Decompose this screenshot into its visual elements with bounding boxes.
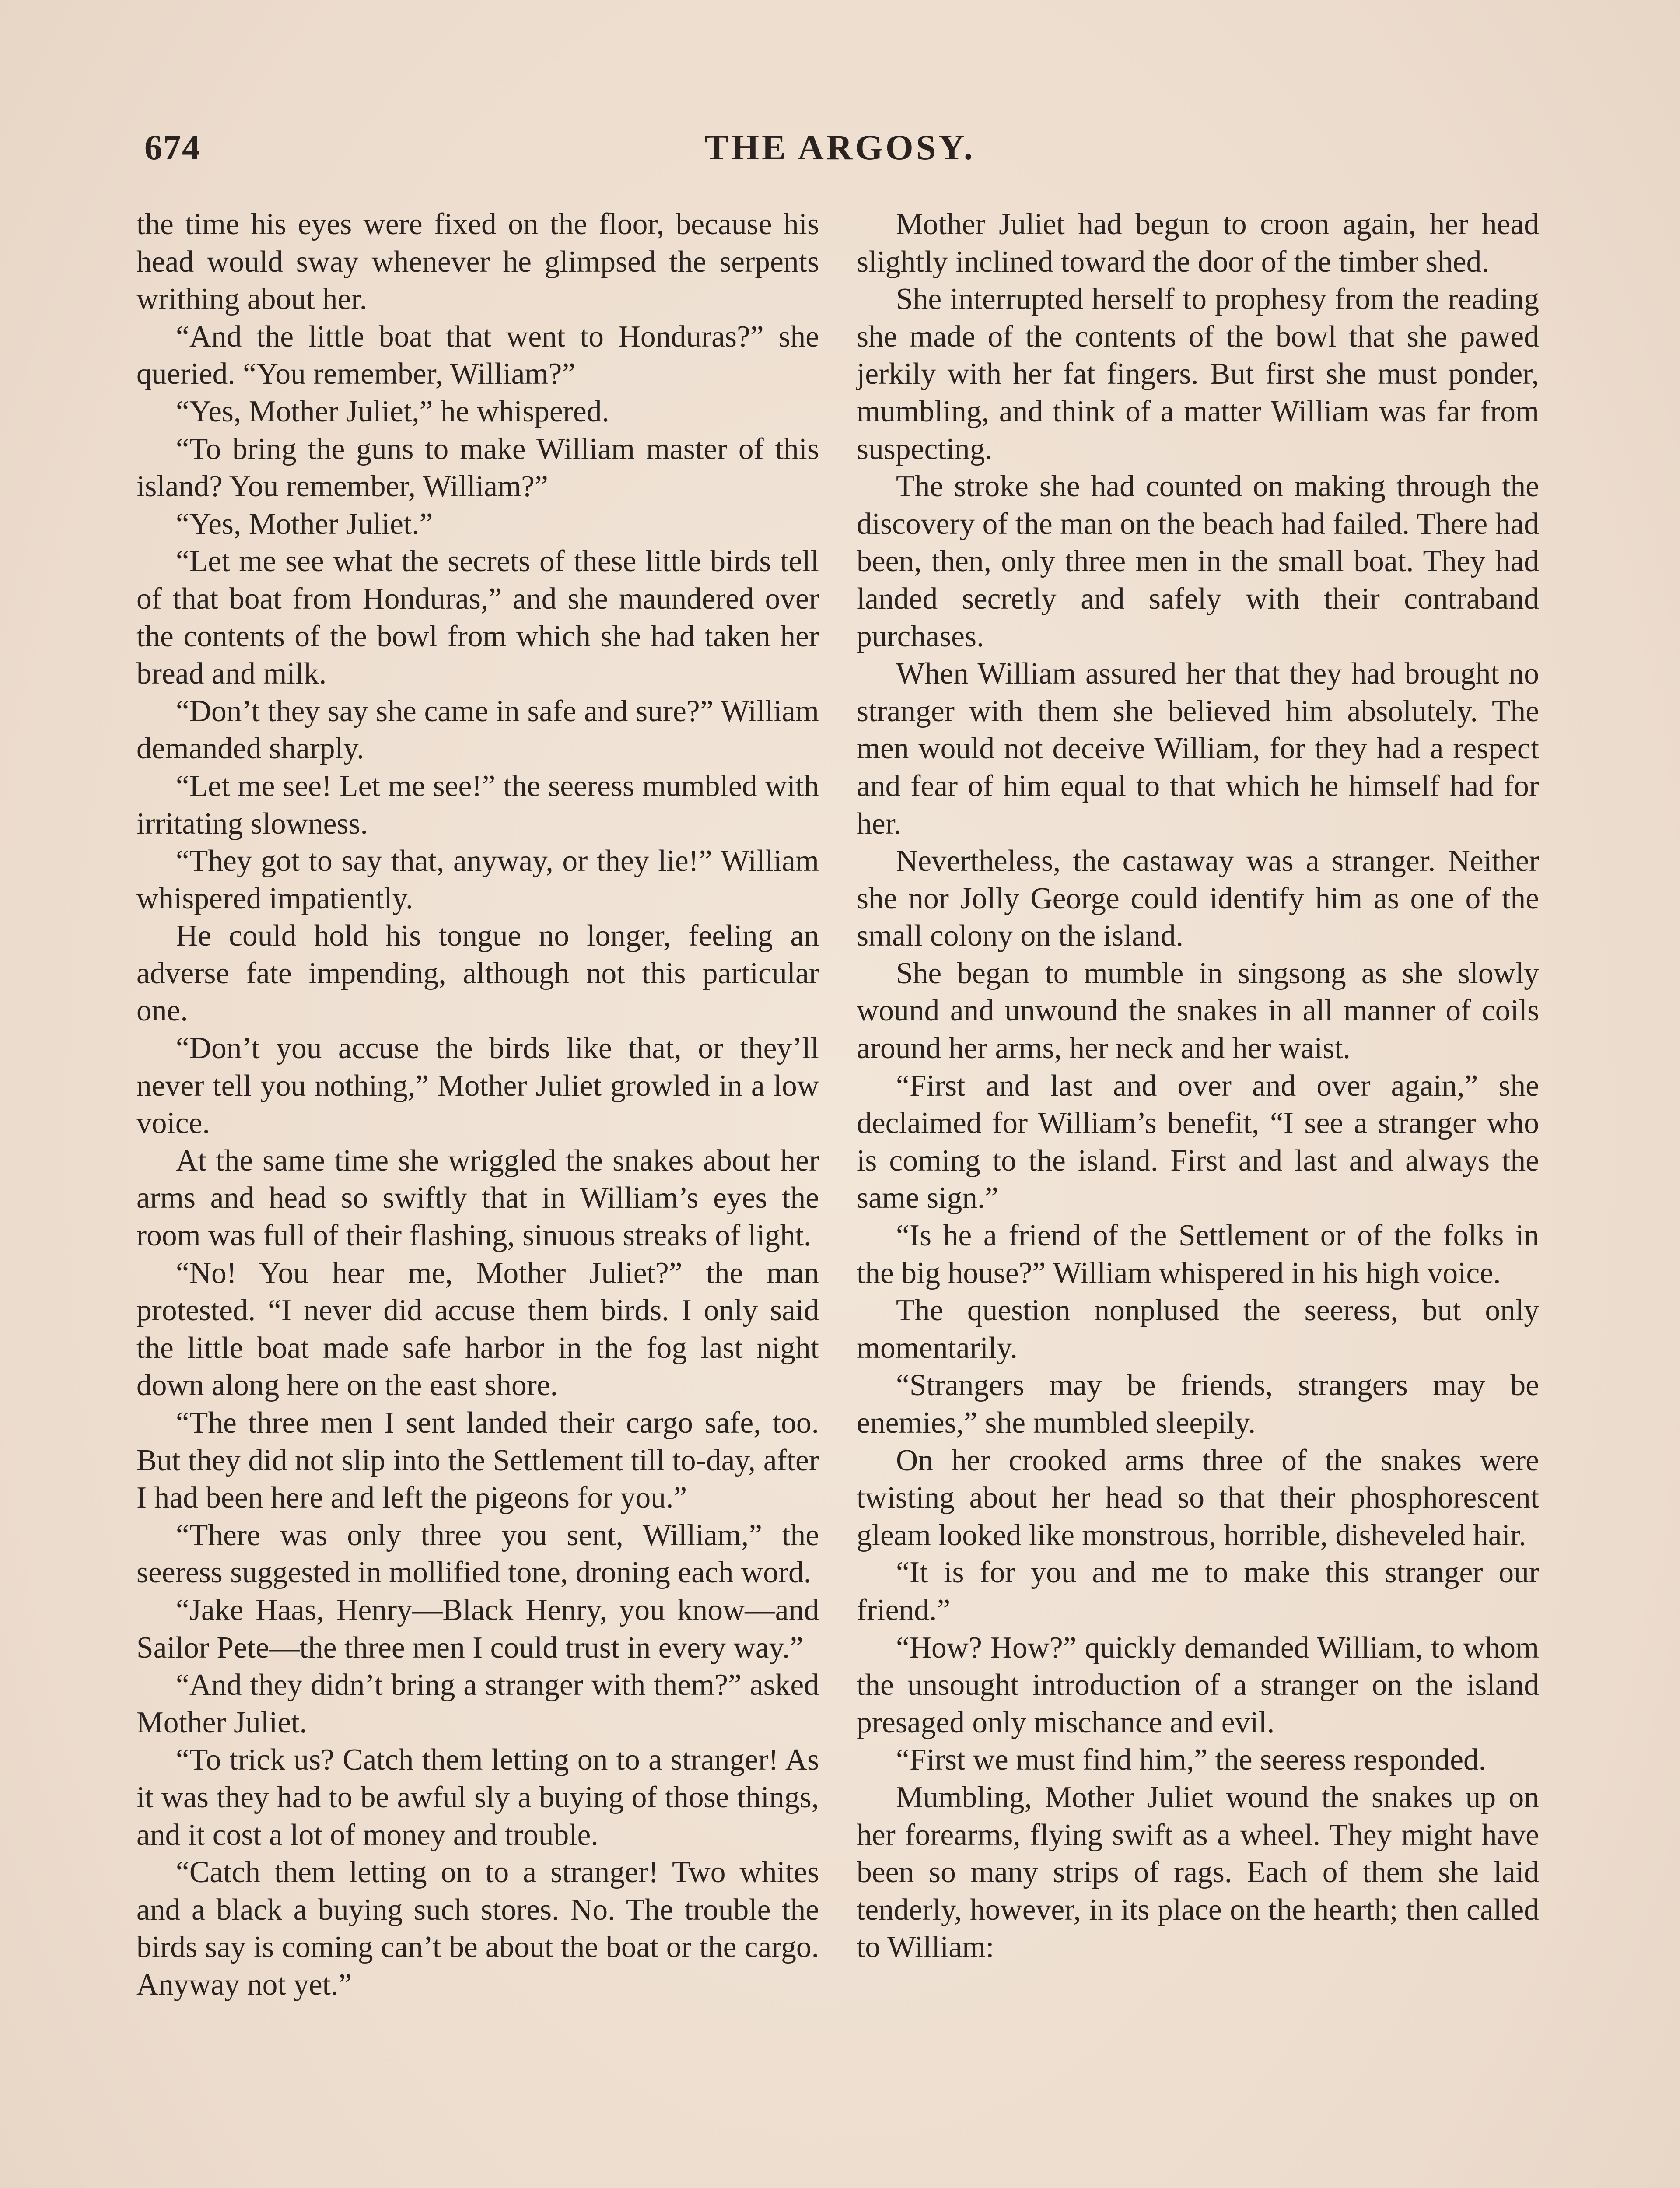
paragraph: The question nonplused the seeress, but only momentarily.	[857, 1294, 1539, 1365]
paragraph: At the same time she wriggled the snakes about her arms and head so swiftly that in William’s eyes the room was full of their flashing, sinuous streaks of light.	[136, 1143, 819, 1253]
page-number: 674	[144, 127, 201, 167]
page-header	[140, 127, 1540, 175]
paragraph: the time his eyes were fixed on the floor, because his head would sway whenever he glimpsed the serpents writhing about her.	[136, 207, 819, 316]
paragraph: “Let me see! Let me see!” the seeress mumbled with irritating slowness.	[136, 769, 819, 841]
paragraph: “Let me see what the secrets of these little birds tell of that boat from Honduras,” and she maundered over the contents of the bowl from which she had taken her bread and milk.	[136, 544, 819, 691]
paragraph: “First we must find him,” the seeress responded.	[896, 1743, 1487, 1777]
paragraph: “And the little boat that went to Honduras?” she queried. “You remember, William?”	[136, 319, 819, 391]
paragraph: On her crooked arms three of the snakes were twisting about her head so that their phosphorescent gleam looked like monstrous, horrible, disheveled hair.	[857, 1443, 1539, 1552]
paragraph: “No! You hear me, Mother Juliet?” the man protested. “I never did accuse them birds. I only said the little boat made safe harbor in the fog last night down along here on the east shore.	[136, 1256, 819, 1403]
paragraph: Mumbling, Mother Juliet wound the snakes up on her forearms, flying swift as a wheel. They might have been so many strips of rags. Each of them she laid tenderly, however, in its place on the hearth; then called to William:	[857, 1780, 1539, 1964]
paragraph: “Don’t you accuse the birds like that, or they’ll never tell you nothing,” Mother Juliet growled in a low voice.	[136, 1031, 819, 1140]
paragraph: “How? How?” quickly demanded William, to whom the unsought introduction of a stranger on the island presaged only mischance and evil.	[857, 1630, 1539, 1739]
paragraph: When William assured her that they had brought no stranger with them she believed him absolutely. The men would not deceive William, for they had a respect and fear of him equal to that which he himself had for her.	[857, 657, 1539, 841]
paragraph: “To trick us? Catch them letting on to a stranger! As it was they had to be awful sly a buying of those things, and it cost a lot of money and trouble.	[136, 1743, 819, 1852]
paragraph: “And they didn’t bring a stranger with them?” asked Mother Juliet.	[136, 1668, 819, 1739]
paragraph: “Don’t they say she came in safe and sure?” William demanded sharply.	[136, 694, 819, 766]
paragraph: “Yes, Mother Juliet.”	[176, 507, 433, 541]
paragraph: Nevertheless, the castaway was a stranger. Neither she nor Jolly George could identify him as one of the small colony on the island.	[857, 844, 1539, 953]
paragraph: “Jake Haas, Henry—Black Henry, you know—and Sailor Pete—the three men I could trust in every way.”	[136, 1593, 819, 1665]
paragraph: “The three men I sent landed their cargo safe, too. But they did not slip into the Settlement till to-day, after I had been here and left the pigeons for you.”	[136, 1406, 819, 1515]
paragraph: Mother Juliet had begun to croon again, her head slightly inclined toward the door of the timber shed.	[857, 207, 1539, 279]
paragraph: “Strangers may be friends, strangers may be enemies,” she mumbled sleepily.	[857, 1368, 1539, 1440]
paragraph: “Is he a friend of the Settlement or of the folks in the big house?” William whispered in his high voice.	[857, 1219, 1539, 1290]
paragraph: “There was only three you sent, William,” the seeress suggested in mollified tone, droning each word.	[136, 1518, 819, 1590]
paragraph: “Catch them letting on to a stranger! Two whites and a black a buying such stores. No. The trouble the birds say is coming can’t be about the boat or the cargo. Anyway not yet.”	[136, 1855, 819, 2002]
paragraph: “It is for you and me to make this stranger our friend.”	[857, 1556, 1539, 1627]
right-column	[857, 206, 1539, 1966]
paragraph: “They got to say that, anyway, or they lie!” William whispered impatiently.	[136, 844, 819, 915]
paragraph: “Yes, Mother Juliet,” he whispered.	[176, 394, 609, 428]
running-title: THE ARGOSY.	[704, 127, 976, 167]
paragraph: He could hold his tongue no longer, feeling an adverse fate impending, although not this particular one.	[136, 919, 819, 1028]
paragraph: “To bring the guns to make William master of this island? You remember, William?”	[136, 432, 819, 504]
left-column	[136, 206, 819, 2004]
paragraph: She interrupted herself to prophesy from the reading she made of the contents of the bowl that she pawed jerkily with her fat fingers. But first she must ponder, mumbling, and think of a matter William was far from suspecting.	[857, 282, 1539, 466]
paragraph: “First and last and over and over again,” she declaimed for William’s benefit, “I see a stranger who is coming to the island. First and last and always the same sign.”	[857, 1069, 1539, 1215]
paragraph: The stroke she had counted on making through the discovery of the man on the beach had failed. There had been, then, only three men in the small boat. They had landed secretly and safely with their contraband purchases.	[857, 470, 1539, 653]
paragraph: She began to mumble in singsong as she slowly wound and unwound the snakes in all manner of coils around her arms, her neck and her waist.	[857, 956, 1539, 1066]
